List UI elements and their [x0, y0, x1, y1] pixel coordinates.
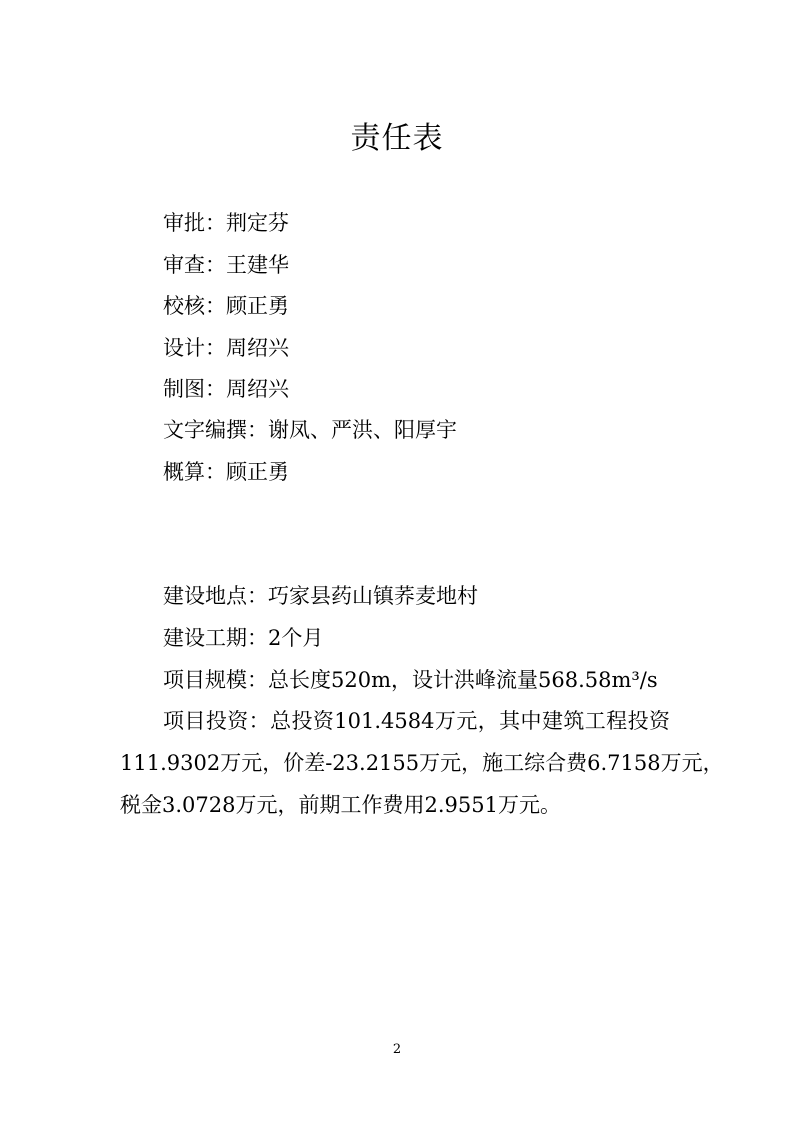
budget-line [163, 457, 289, 487]
check-label: 校核： [163, 294, 226, 318]
budget-label: 概算： [163, 460, 226, 484]
approval-name: 荆定芬 [226, 211, 289, 235]
review-label: 审查： [163, 253, 226, 277]
page-title: 责任表 [350, 121, 444, 156]
investment-line-2 [120, 748, 724, 778]
duration-label: 建设工期： [163, 626, 268, 650]
scale-label: 项目规模： [163, 668, 268, 692]
location-label: 建设地点： [163, 584, 268, 608]
text-writing-line [163, 415, 457, 445]
investment-text-3: 税金3.0728万元，前期工作费用2.9551万元。 [120, 793, 561, 817]
review-name: 王建华 [226, 253, 289, 277]
approval-label: 审批： [163, 211, 226, 235]
text-writing-label: 文字编撰： [163, 418, 268, 442]
check-name: 顾正勇 [226, 294, 289, 318]
drafting-label: 制图： [163, 377, 226, 401]
location-value: 巧家县药山镇荞麦地村 [268, 584, 478, 608]
scale-line [163, 665, 658, 695]
investment-line-1 [163, 706, 670, 736]
drafting-line [163, 374, 289, 404]
design-line [163, 333, 289, 363]
approval-line [163, 208, 289, 238]
duration-value: 2个月 [268, 626, 324, 650]
investment-text-2: 111.9302万元，价差-23.2155万元，施工综合费6.7158万元， [120, 751, 724, 775]
budget-name: 顾正勇 [226, 460, 289, 484]
design-name: 周绍兴 [226, 336, 289, 360]
page-number: 2 [392, 1042, 402, 1057]
design-label: 设计： [163, 336, 226, 360]
investment-label: 项目投资： [163, 709, 271, 733]
check-line [163, 291, 289, 321]
drafting-name: 周绍兴 [226, 377, 289, 401]
scale-value: 总长度520m，设计洪峰流量568.58m³/s [268, 668, 658, 692]
duration-line [163, 623, 323, 653]
text-writing-names: 谢凤、严洪、阳厚宇 [268, 418, 457, 442]
investment-line-3 [120, 790, 680, 820]
location-line [163, 581, 478, 611]
investment-text-1: 总投资101.4584万元，其中建筑工程投资 [270, 709, 671, 733]
review-line [163, 250, 289, 280]
